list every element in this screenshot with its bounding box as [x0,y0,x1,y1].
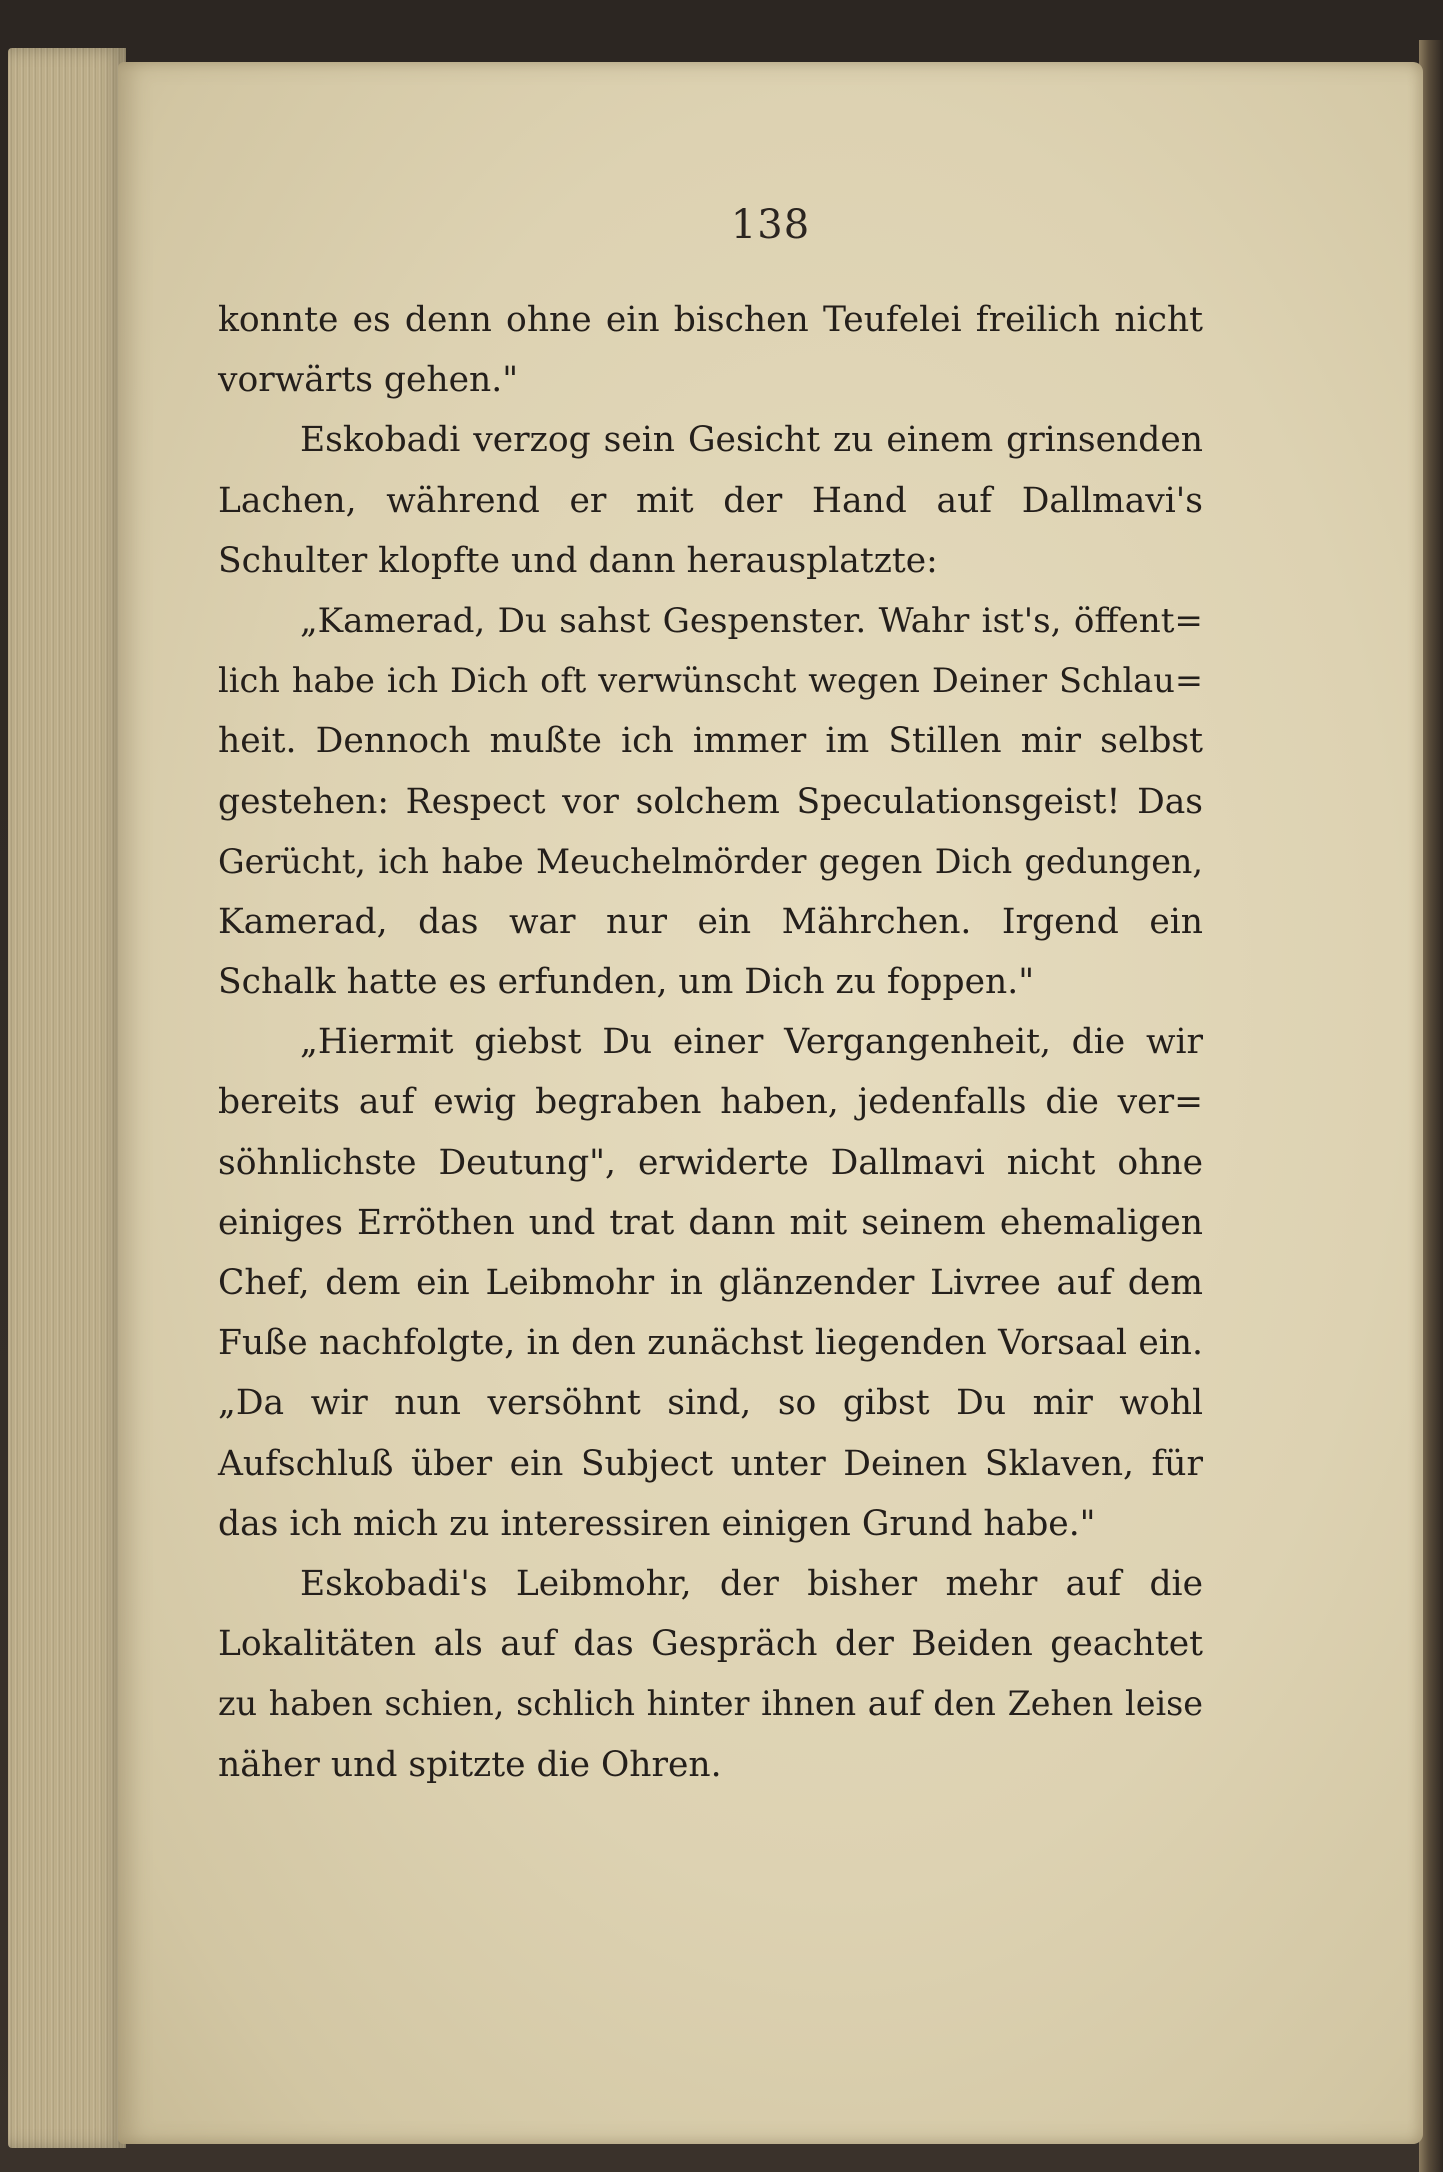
text-line: lich habe ich Dich oft verwünscht wegen Deiner Schlau= [218,661,1203,701]
text-line: Eskobadi's Leibmohr, der bisher mehr auf die [300,1563,1203,1604]
text-line: Schalk hatte es erfunden, um Dich zu foppen." [218,962,1035,1003]
text-line: Gerücht, ich habe Meuchelmörder gegen Dich gedungen, [218,841,1203,881]
page-number: 138 [730,202,811,248]
text-line: Schulter klopfte und dann herausplatzte: [218,540,938,581]
text-line: Fuße nachfolgte, in den zunächst liegenden Vorsaal ein. [218,1323,1203,1364]
text-line: „Da wir nun versöhnt sind, so gibst Du mir wohl [218,1383,1203,1424]
text-line: Lokalitäten als auf das Gespräch der Beiden geachtet [218,1624,1203,1665]
text-line: „Hiermit giebst Du einer Vergangenheit, die wir [300,1022,1203,1063]
text-line: Aufschluß über ein Subject unter Deinen Sklaven, für [218,1443,1203,1484]
text-line: heit. Dennoch mußte ich immer im Stillen mir selbst [218,721,1203,762]
body-text [218,290,1203,1795]
text-line: konnte es denn ohne ein bischen Teufelei freilich nicht [218,300,1203,340]
text-line: Eskobadi verzog sein Gesicht zu einem grinsenden [300,420,1203,461]
text-line: Chef, dem ein Leibmohr in glänzender Livree auf dem [218,1263,1203,1303]
text-line: söhnlichste Deutung", erwiderte Dallmavi nicht ohne [218,1142,1203,1183]
text-line: vorwärts gehen." [218,360,519,401]
text-line: „Kamerad, Du sahst Gespenster. Wahr ist's, öffent= [300,600,1203,641]
text-line: Lachen, während er mit der Hand auf Dallmavi's [218,480,1203,521]
text-line: bereits auf ewig begraben haben, jedenfalls die ver= [218,1082,1203,1123]
text-line: näher und spitzte die Ohren. [218,1744,722,1785]
text-line: einiges Erröthen und trat dann mit seinem ehemaligen [218,1202,1203,1243]
text-line: das ich mich zu interessiren einigen Grund habe." [218,1503,1096,1544]
text-line: gestehen: Respect vor solchem Speculationsgeist! Das [218,781,1203,822]
book-page-edges [8,48,126,2148]
text-line: zu haben schien, schlich hinter ihnen auf den Zehen leise [218,1684,1203,1724]
text-line: Kamerad, das war nur ein Mährchen. Irgend ein [218,901,1203,942]
